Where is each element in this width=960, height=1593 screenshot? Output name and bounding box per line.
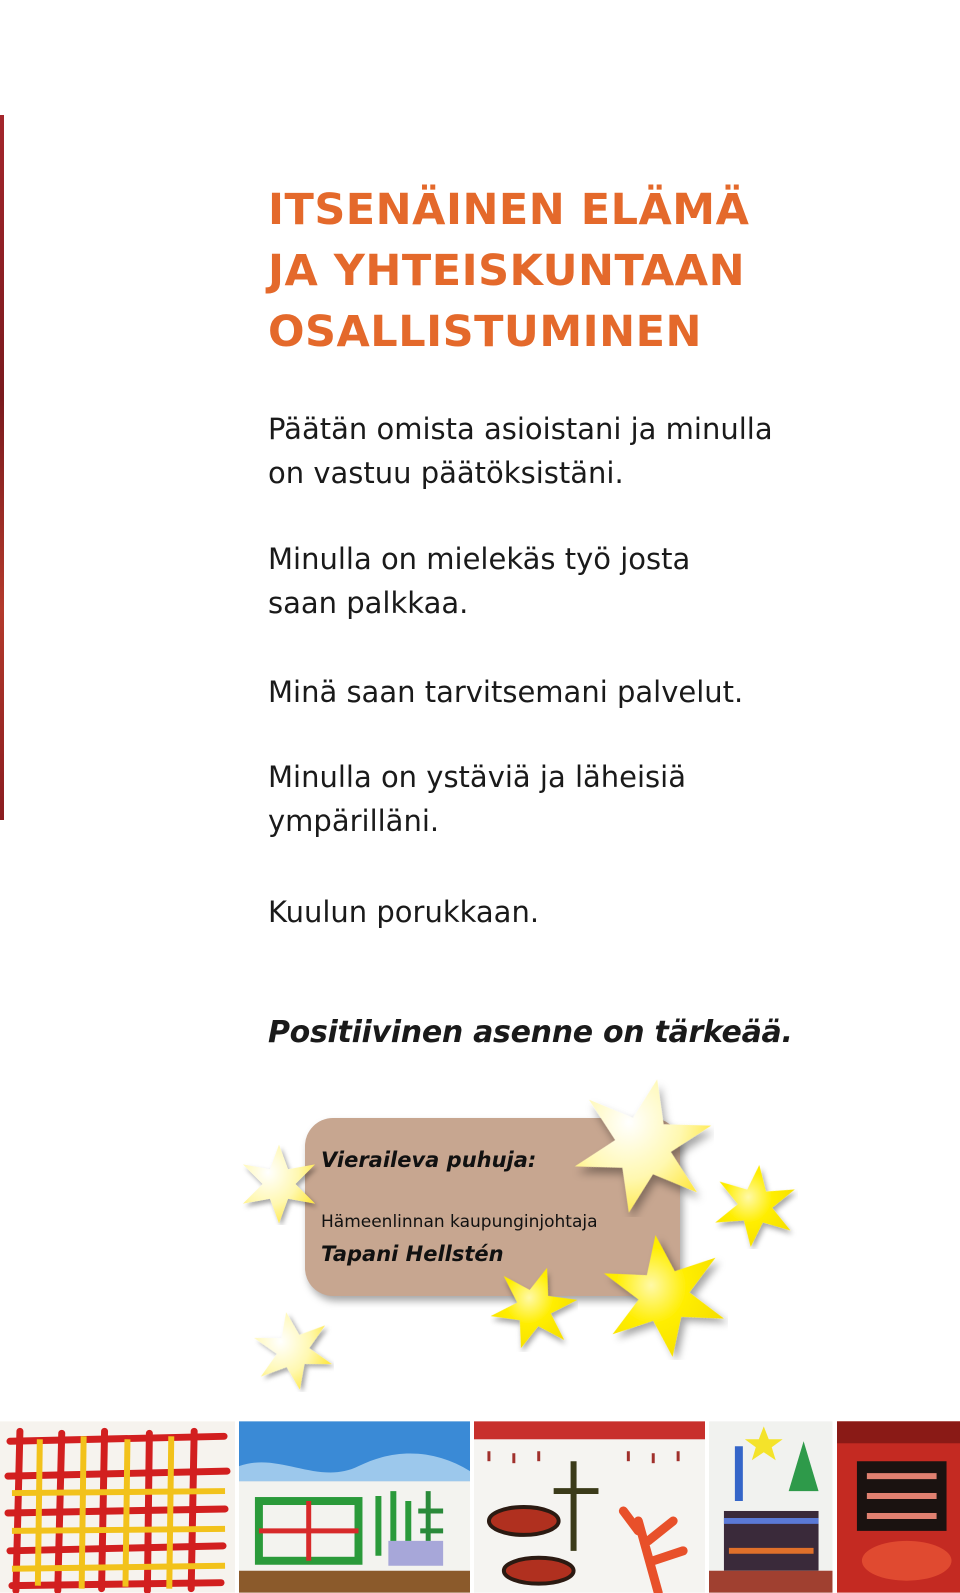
star-icon [600, 1232, 728, 1360]
star-icon [490, 1264, 578, 1352]
title-line: ITSENÄINEN ELÄMÄ [268, 185, 750, 235]
paragraph-line: saan palkkaa. [268, 586, 469, 620]
paragraph-friends [268, 755, 686, 843]
paragraph-decisions [268, 407, 773, 495]
speaker-role: Hämeenlinnan kaupunginjohtaja [321, 1212, 598, 1232]
star-icon [238, 1143, 320, 1225]
paragraph-work [268, 537, 690, 625]
flowers-drawing [709, 1421, 832, 1593]
paragraph-line: ympärilläni. [268, 804, 440, 838]
house-drawing [239, 1421, 470, 1593]
star-icon [252, 1310, 334, 1392]
paragraph-belonging [268, 890, 539, 934]
speaker-name: Tapani Hellstén [321, 1242, 504, 1266]
speaker-label: Vieraileva puhuja: [321, 1148, 537, 1172]
paragraph-line: Minä saan tarvitsemani palvelut. [268, 675, 744, 709]
page-title [268, 180, 908, 363]
main-content [268, 180, 908, 1050]
abstract-drawing [837, 1421, 960, 1593]
motto: Positiivinen asenne on tärkeää. [268, 1015, 793, 1050]
paragraph-line: on vastuu päätöksistäni. [268, 456, 624, 490]
title-line: OSALLISTUMINEN [268, 307, 702, 357]
figures-drawing [474, 1421, 705, 1593]
paragraph-services [268, 670, 743, 714]
edge-strip [0, 115, 4, 820]
paragraph-line: Minulla on mielekäs työ josta [268, 542, 691, 576]
paragraph-line: Minulla on ystäviä ja läheisiä [268, 760, 686, 794]
paragraph-line: Päätän omista asioistani ja minulla [268, 412, 773, 446]
star-icon [572, 1075, 714, 1217]
grid-drawing [0, 1421, 235, 1593]
paragraph-line: Kuulun porukkaan. [268, 895, 540, 929]
children-drawings-strip [0, 1421, 960, 1593]
title-line: JA YHTEISKUNTAAN [268, 246, 746, 296]
